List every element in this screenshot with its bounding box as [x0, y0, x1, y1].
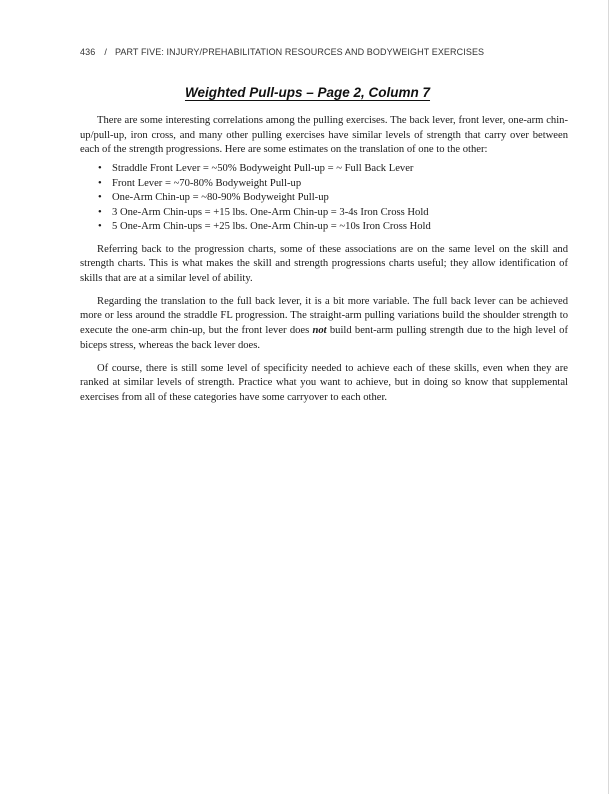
list-item: [80, 177, 568, 192]
bullet-icon: •: [98, 177, 102, 189]
list-item-text: Straddle Front Lever = ~50% Bodyweight Pull-up = ~ Full Back Lever: [112, 163, 414, 175]
emphasis-not: not: [312, 325, 327, 337]
list-item: [80, 206, 568, 221]
bullet-icon: •: [98, 221, 102, 233]
list-item-text: Front Lever = ~70-80% Bodyweight Pull-up: [112, 177, 302, 189]
page-edge-line: [608, 0, 609, 794]
back-lever-text-start: Regarding the translation to the full back lever, it is a bit more variable. The full back lever can be achieved more or less around the straddle FL progression. The straight-arm pulling variations build the shoulder strength to execute the one-arm chin-up, but the front lever does: [80, 295, 568, 337]
page-title-text: Weighted Pull-ups – Page 2, Column 7: [184, 85, 431, 100]
back-lever-paragraph: [80, 295, 568, 354]
bullet-icon: •: [98, 163, 102, 175]
running-header: [80, 47, 484, 57]
page-number: 436: [80, 47, 96, 57]
list-item-text: 5 One-Arm Chin-ups = +25 lbs. One-Arm Chin-up = ~10s Iron Cross Hold: [112, 221, 431, 233]
list-item-text: One-Arm Chin-up = ~80-90% Bodyweight Pull-up: [112, 192, 329, 204]
body-text: [80, 114, 568, 406]
specificity-paragraph: Of course, there is still some level of specificity needed to achieve each of these skills, even when they are ranked at similar levels of strength. Practice what you want to achieve, but in doing so know that supplemental exercises from all of these categories have some carryover to each other.: [80, 362, 568, 403]
header-separator: /: [104, 47, 107, 57]
progression-charts-paragraph: Referring back to the progression charts, some of these associations are on the same level on the skill and strength charts. This is what makes the skill and strength progressions charts useful; they allow identification of skills that are at a similar level of ability.: [80, 243, 568, 285]
bullet-icon: •: [98, 206, 102, 218]
back-lever-text-end: build bent-arm pulling strength due to the high level of biceps stress, whereas the back lever does.: [80, 325, 568, 351]
intro-paragraph: There are some interesting correlations among the pulling exercises. The back lever, front lever, one-arm chin-up/pull-up, iron cross, and many other pulling exercises have similar levels of strength that carry over between each of the strength progressions. Here are some estimates on the translation of one to the other:: [80, 115, 568, 156]
page-title: [0, 85, 615, 100]
list-item-text: 3 One-Arm Chin-ups = +15 lbs. One-Arm Chin-up = 3-4s Iron Cross Hold: [112, 206, 429, 218]
list-item: [80, 162, 568, 177]
section-title: PART FIVE: INJURY/PREHABILITATION RESOURCES AND BODYWEIGHT EXERCISES: [114, 47, 485, 57]
list-item: [80, 191, 568, 206]
bullet-list: [80, 162, 568, 235]
list-item: [80, 220, 568, 235]
bullet-icon: •: [98, 192, 102, 204]
